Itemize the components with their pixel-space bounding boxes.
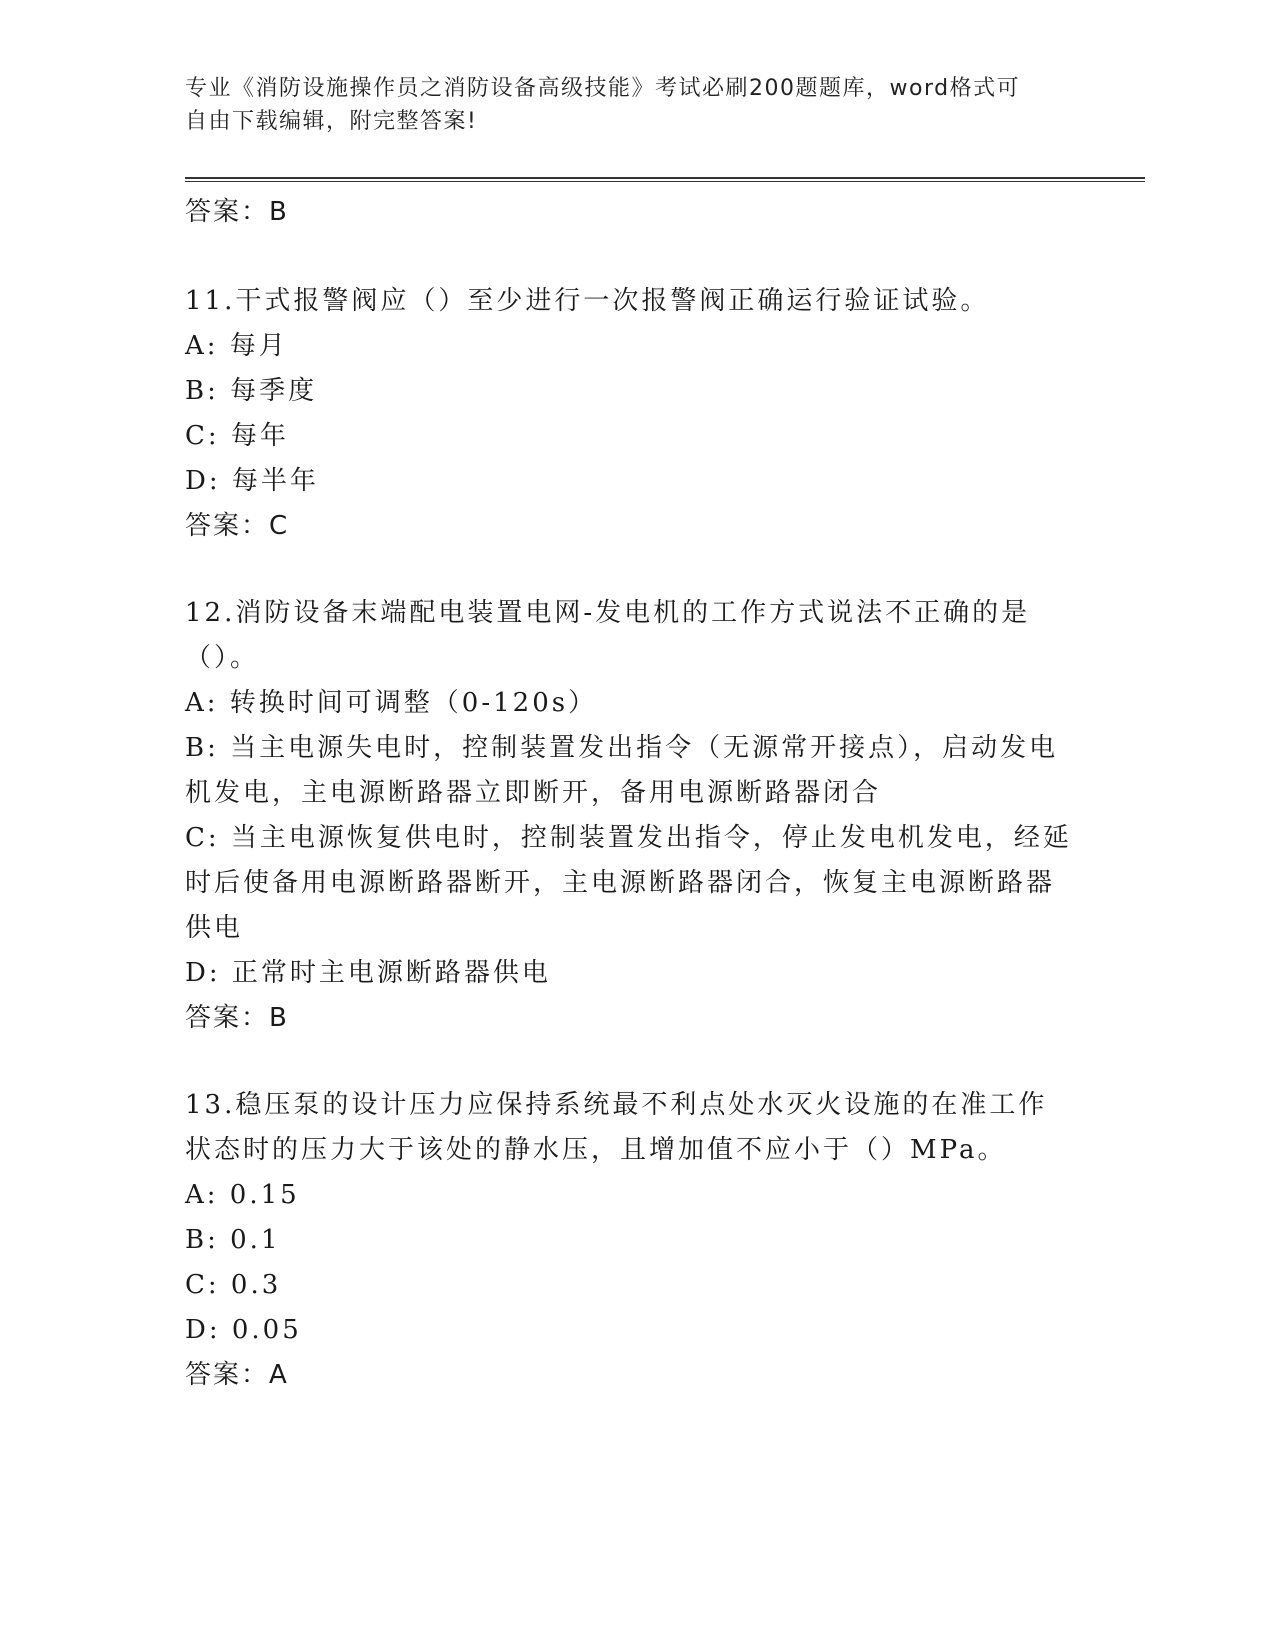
option-b: B: 0.1 [185,1225,281,1255]
option-c: C: 当主电源恢复供电时，控制装置发出指令，停止发电机发电，经延时后使备用电源断路器断开，主电源断路器闭合，恢复主电源断路器供电 [185,823,1072,943]
option-a: A: 转换时间可调整（0-120s） [185,688,598,718]
option-a: A: 每月 [185,331,288,361]
option-a: A: 0.15 [185,1180,300,1210]
option-d: D: 每半年 [185,466,319,496]
option-b: B: 每季度 [185,376,318,406]
option-d: D: 正常时主电源断路器供电 [185,958,551,988]
option-b: B: 当主电源失电时，控制装置发出指令（无源常开接点），启动发电机发电，主电源断路器立即断开，备用电源断路器闭合 [185,733,1059,808]
option-c: C: 每年 [185,421,289,451]
previous-answer: 答案：B [185,197,289,227]
header-divider-thick [185,177,1145,179]
question-11 [185,279,1075,549]
question-13 [185,1083,1075,1398]
option-d: D: 0.05 [185,1315,302,1345]
question-answer: 答案：C [185,511,290,541]
option-c: C: 0.3 [185,1270,282,1300]
question-stem: 12.消防设备末端配电装置电网-发电机的工作方式说法不正确的是（）。 [185,598,1031,673]
document-header [185,72,1065,138]
question-stem: 11.干式报警阀应（）至少进行一次报警阀正确运行验证试验。 [185,286,990,316]
question-answer: 答案：B [185,1003,289,1033]
header-divider-thin [185,181,1145,182]
header-line-2: 自由下载编辑，附完整答案! [185,109,478,134]
question-stem: 13.稳压泵的设计压力应保持系统最不利点处水灭火设施的在准工作状态时的压力大于该处的静水压，且增加值不应小于（）MPa。 [185,1090,1048,1165]
question-list [185,190,1075,1398]
question-answer: 答案：A [185,1360,289,1390]
question-12 [185,591,1075,1041]
header-line-1: 专业《消防设施操作员之消防设备高级技能》考试必刷200题题库，word格式可 [185,76,1021,101]
